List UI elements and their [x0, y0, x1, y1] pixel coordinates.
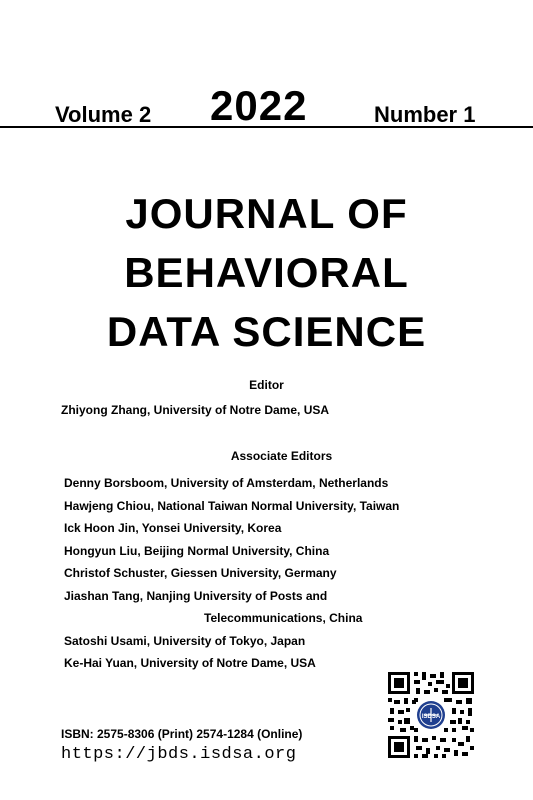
list-item-continuation: Telecommunications, China: [204, 611, 363, 625]
associate-editors-list: [64, 472, 504, 675]
list-item: Ke-Hai Yuan, University of Notre Dame, USA: [64, 656, 316, 670]
list-item: Hongyun Liu, Beijing Normal University, China: [64, 543, 330, 558]
editor-heading: Editor: [249, 378, 284, 392]
title-line-2: BEHAVIORAL: [124, 249, 409, 296]
list-item: Denny Borsboom, University of Amsterdam, Netherlands: [64, 476, 389, 490]
volume-label: Volume 2: [55, 102, 152, 127]
title-line-1: JOURNAL OF: [125, 190, 408, 237]
header-divider: [0, 126, 533, 128]
associate-editors-heading: Associate Editors: [230, 449, 333, 463]
editor-name: Zhiyong Zhang, University of Notre Dame, USA: [61, 403, 330, 417]
list-item: Satoshi Usami, University of Tokyo, Japan: [64, 633, 306, 648]
issue-header: [0, 80, 533, 128]
qr-code-icon: [386, 670, 476, 760]
year-label: 2022: [210, 82, 308, 129]
title-line-3: DATA SCIENCE: [106, 308, 427, 355]
journal-title: [0, 184, 533, 361]
journal-url-link[interactable]: https://jbds.isdsa.org: [61, 745, 297, 764]
number-label: Number 1: [374, 102, 476, 127]
list-item: Ick Hoon Jin, Yonsei University, Korea: [64, 521, 282, 535]
list-item: Hawjeng Chiou, National Taiwan Normal University, Taiwan: [64, 498, 400, 513]
list-item: Jiashan Tang, Nanjing University of Posts and: [64, 588, 328, 603]
isbn-text: ISBN: 2575-8306 (Print) 2574-1284 (Online): [61, 727, 303, 741]
list-item: Christof Schuster, Giessen University, Germany: [64, 566, 337, 580]
qr-logo-text: ISDSA: [421, 714, 441, 720]
